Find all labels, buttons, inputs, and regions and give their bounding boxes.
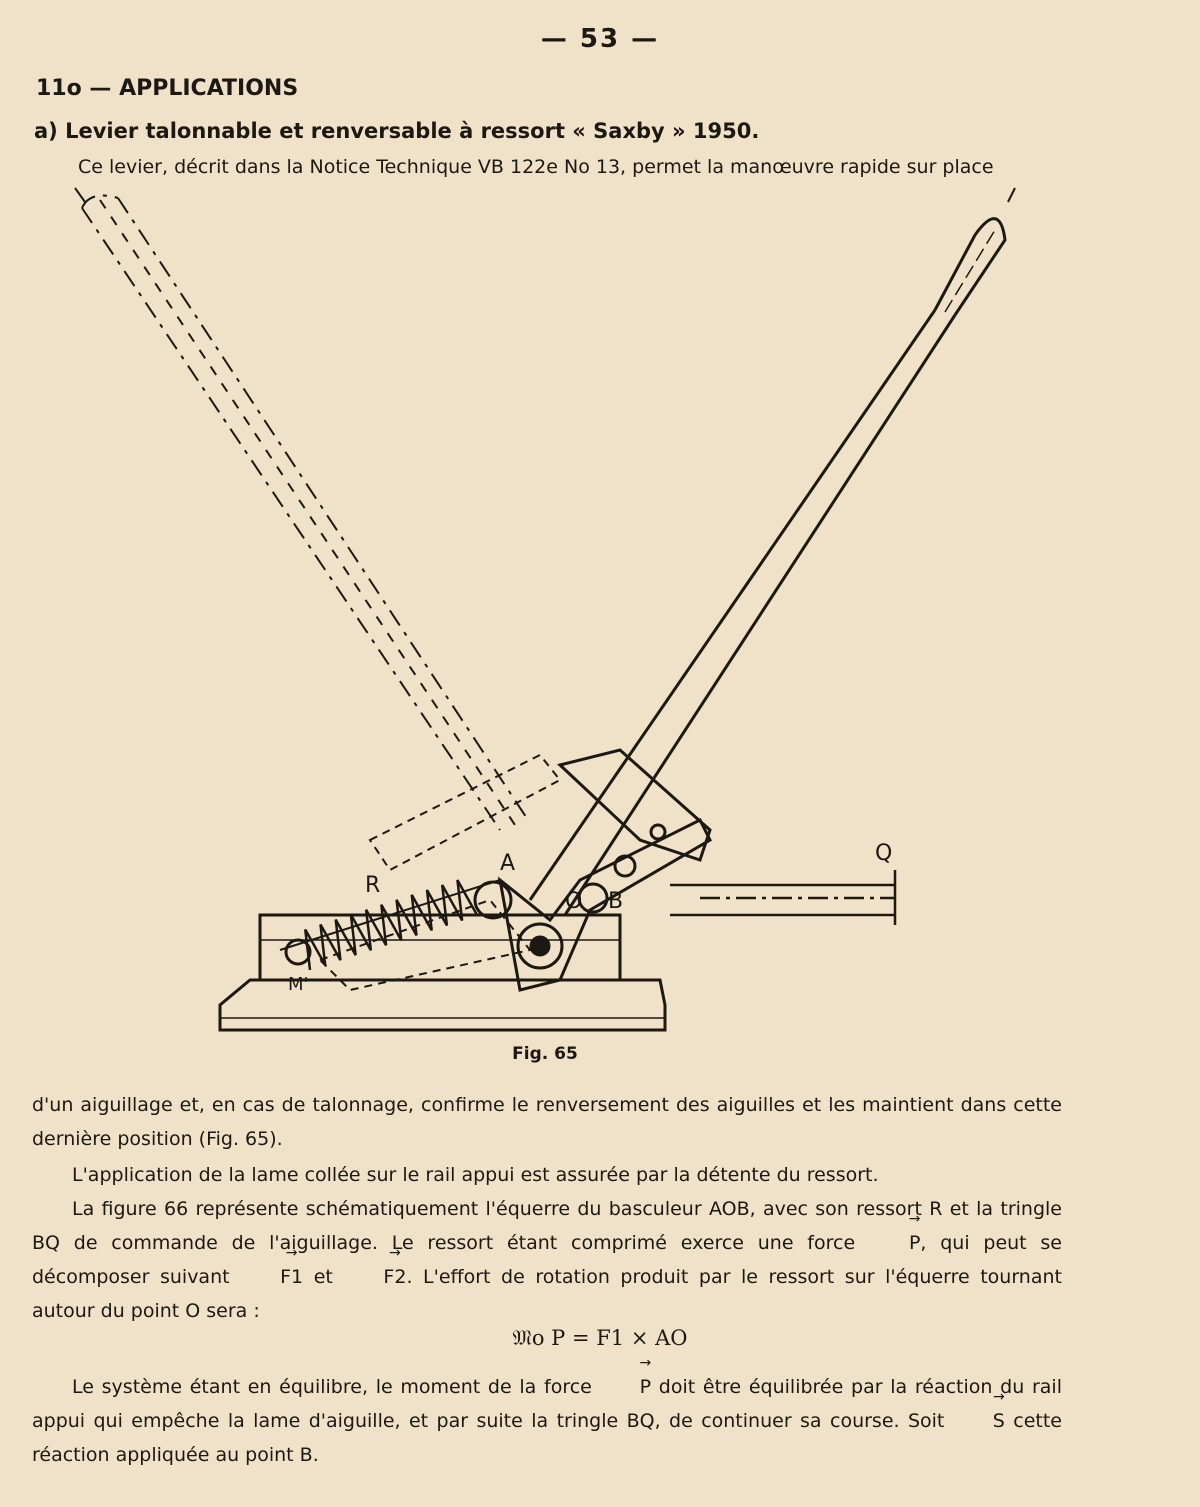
fig66-text-4: . L'effort de rotation produit par le ressort sur l'équerre tournant autour du point O sera : [32,1266,1062,1322]
fig66-text-2: , qui peut se décomposer suivant [32,1232,1062,1288]
equilibre-paragraph [32,1370,1062,1472]
vector-p-2: → P [600,1370,651,1404]
bell-crank-aob [500,750,710,990]
label-o: O [565,889,583,914]
equilibre-text-3: cette réaction appliquée au point B. [32,1410,1062,1466]
section-title [36,76,298,101]
page-number: — 53 — [540,24,660,54]
moment-formula: 𝔐o P = F1 × AO [512,1326,688,1350]
application-paragraph: L'application de la lame collée sur le rail appui est assurée par la détente du ressort. [72,1164,879,1186]
intro-paragraph: Ce levier, décrit dans la Notice Technique VB 122e No 13, permet la manœuvre rapide sur place [78,156,994,178]
figure66-paragraph [32,1192,1062,1328]
subsection-title-text: Levier talonnable et renversable à ressort « Saxby » 1950. [65,119,760,143]
label-a: A [500,851,516,876]
vector-f1: → F1 [240,1260,303,1294]
spring-r [280,878,500,970]
rod-bq [670,870,895,925]
subsection-letter: a) [34,119,58,143]
label-m: M' [288,974,309,995]
continuation-paragraph: d'un aiguillage et, en cas de talonnage, confirme le renversement des aiguilles et les maintient dans cette dernière position (Fig. 65). [32,1094,1062,1150]
equilibre-text-1: Le système étant en équilibre, le moment de la force [72,1376,600,1398]
equilibre-text-2: doit être équilibrée par la réaction du rail appui qui empêche la lame d'aiguille, et par suite la tringle BQ, de continuer sa course. Soit [32,1376,1062,1432]
subsection-title [34,119,759,143]
vector-p: → P [869,1226,920,1260]
lever-reversed-dashed [82,196,528,830]
label-r: R [365,873,381,898]
fig66-text-1: La figure 66 représente schématiquement l'équerre du basculeur AOB, avec son ressort R et la tringle BQ de commande de l'aiguillage. Le ressort étant comprimé exerce une force [32,1198,1062,1254]
figure-caption: Fig. 65 [512,1044,578,1064]
label-q: Q [875,841,893,866]
vector-s: → S [953,1404,1005,1438]
fig66-text-3: et [303,1266,344,1288]
vector-f2: → F2 [343,1260,406,1294]
label-b: B [608,889,624,914]
section-number: 11o [36,76,82,101]
base-frame [220,915,665,1030]
lever-diagram [60,180,1120,1080]
section-title-text: — APPLICATIONS [89,76,299,101]
lever-normal-solid [530,219,1005,915]
